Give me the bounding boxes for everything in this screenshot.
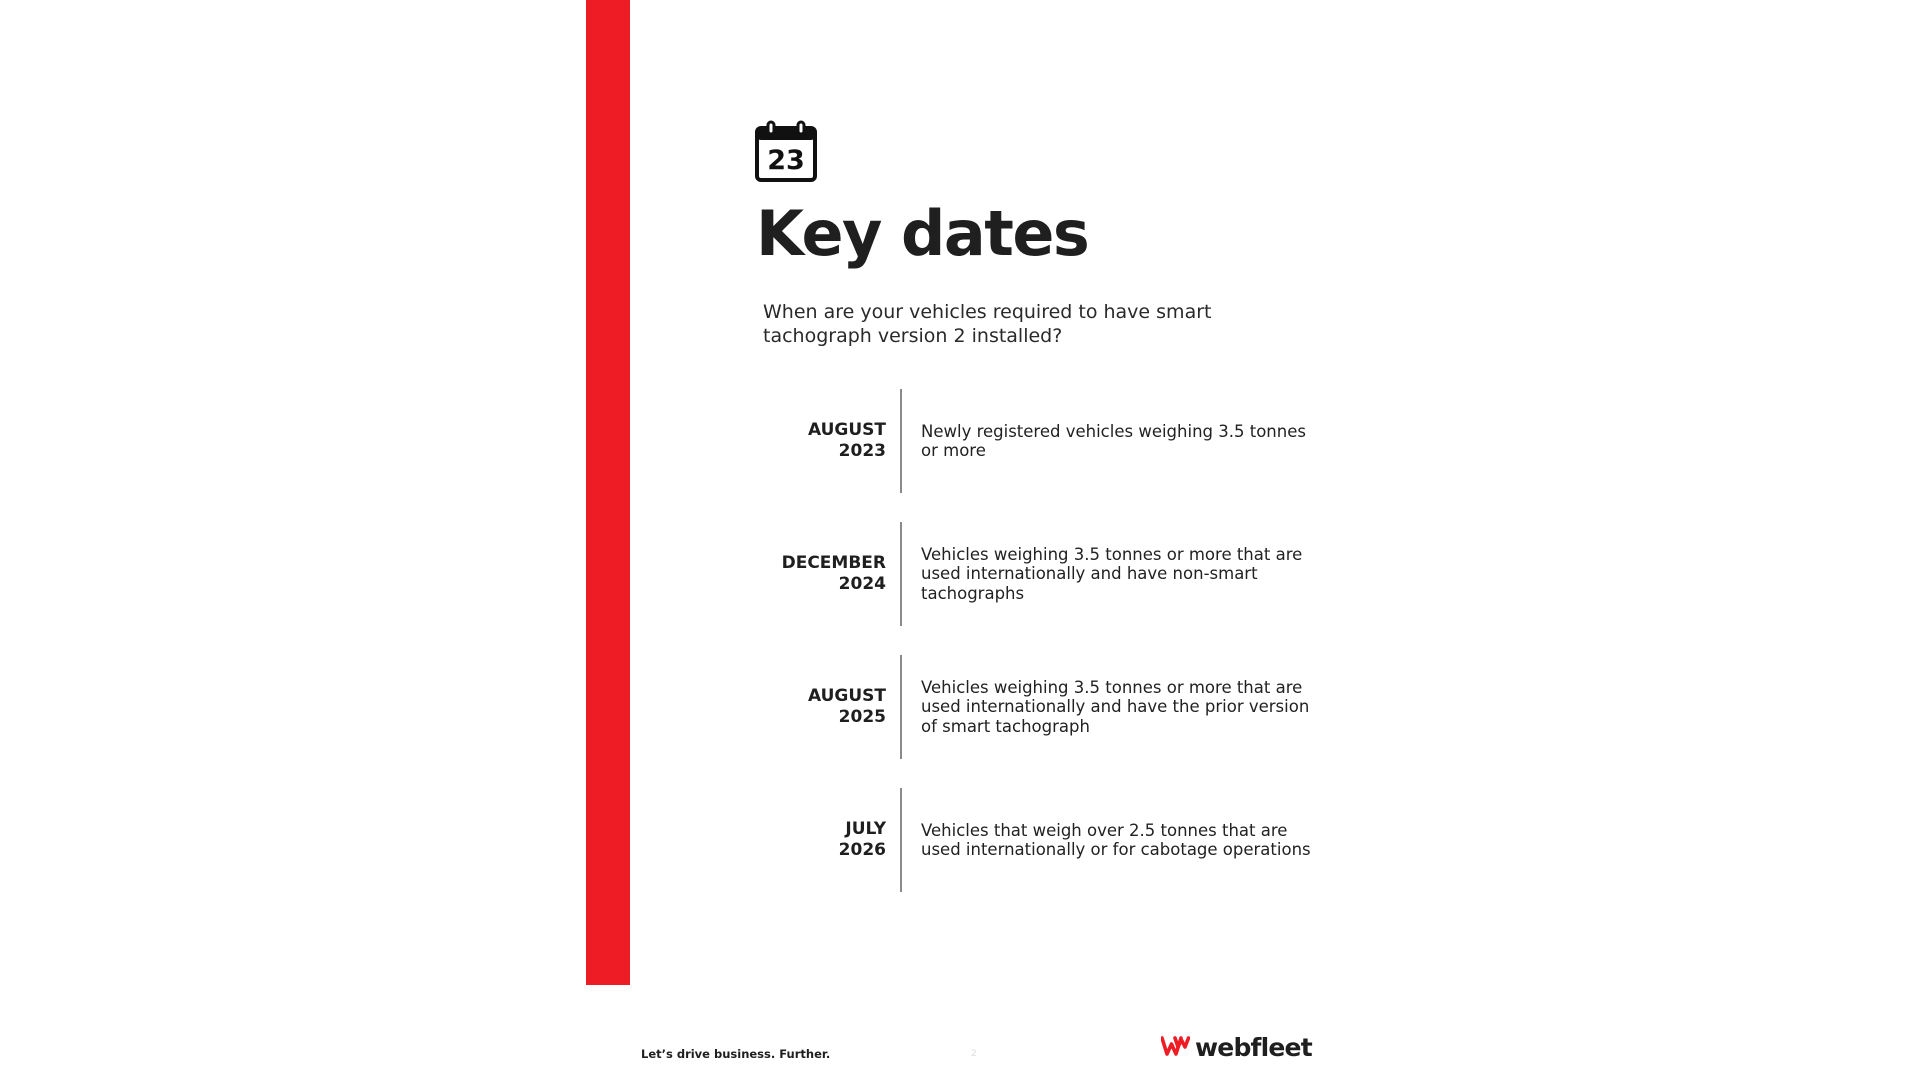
timeline-month: AUGUST — [807, 686, 886, 706]
brand-logo — [1161, 1031, 1312, 1063]
timeline-description — [921, 655, 1321, 759]
timeline-year: 2024 — [838, 574, 886, 594]
timeline-description-text: Vehicles weighing 3.5 tonnes or more that are used internationally and have the prior version of smart tachograph — [921, 677, 1310, 736]
timeline-month: DECEMBER — [781, 553, 886, 573]
timeline-description-text: Vehicles weighing 3.5 tonnes or more that are used internationally and have non-smart tachographs — [921, 544, 1303, 603]
page-title: Key dates — [756, 197, 1089, 270]
timeline-month: AUGUST — [807, 420, 886, 440]
timeline-divider — [900, 522, 902, 626]
page-subtitle: When are your vehicles required to have smart tachograph version 2 installed? — [763, 301, 1212, 347]
footer-tagline: Let’s drive business. Further. — [641, 1047, 831, 1061]
timeline-description — [921, 522, 1321, 626]
timeline-description-text: Vehicles that weigh over 2.5 tonnes that are used internationally or for cabotage operations — [921, 820, 1311, 859]
brand-name: webfleet — [1195, 1032, 1312, 1062]
timeline-divider — [900, 655, 902, 759]
timeline-year: 2023 — [838, 441, 886, 461]
calendar-icon-day: 23 — [767, 145, 805, 176]
timeline-description — [921, 389, 1321, 493]
timeline-entry-jul-2026 — [740, 788, 1340, 892]
timeline-description-text: Newly registered vehicles weighing 3.5 tonnes or more — [921, 421, 1306, 460]
timeline-date — [740, 389, 886, 493]
page-number: 2 — [971, 1049, 977, 1059]
timeline-divider — [900, 788, 902, 892]
timeline-year: 2026 — [838, 840, 886, 860]
timeline-entry-dec-2024 — [740, 522, 1340, 626]
timeline-divider — [900, 389, 902, 493]
timeline-month: JULY — [845, 819, 886, 839]
webfleet-logo-icon — [1161, 1036, 1190, 1058]
timeline-date — [740, 655, 886, 759]
calendar-icon — [755, 120, 817, 182]
timeline-year: 2025 — [838, 707, 886, 727]
timeline-date — [740, 522, 886, 626]
timeline-description — [921, 788, 1321, 892]
timeline-entry-aug-2023 — [740, 389, 1340, 493]
timeline-entry-aug-2025 — [740, 655, 1340, 759]
accent-side-bar — [586, 0, 630, 985]
timeline-date — [740, 788, 886, 892]
